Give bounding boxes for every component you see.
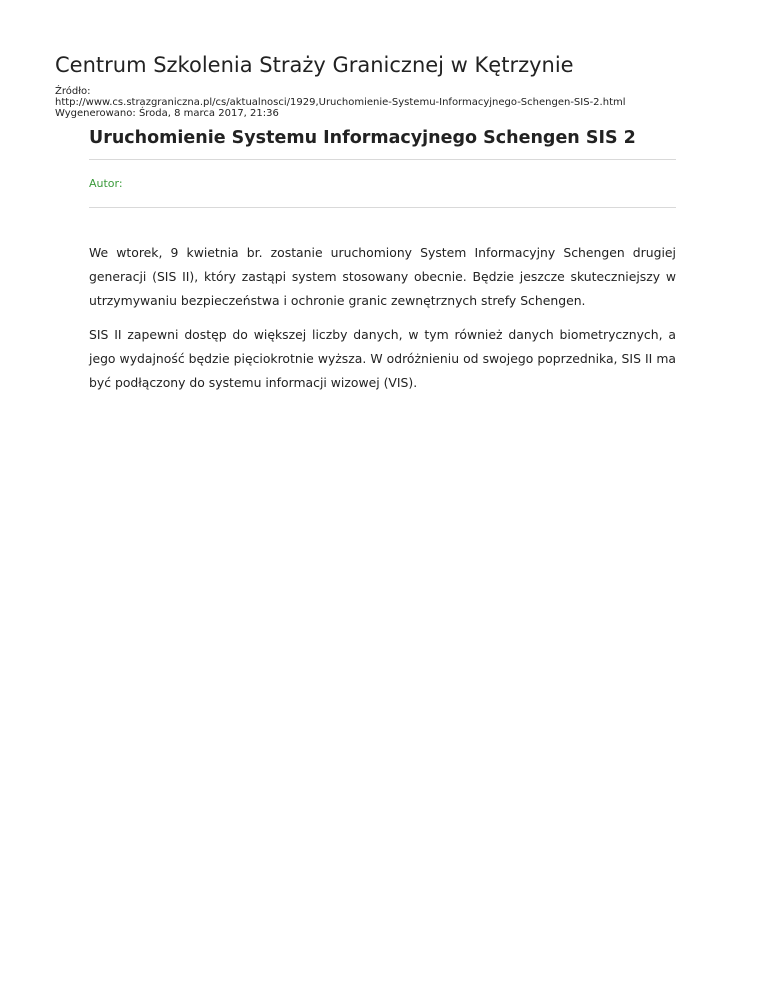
source-label: Źródło: [55,86,91,97]
article-paragraph: We wtorek, 9 kwietnia br. zostanie uruchomiony System Informacyjny Schengen drugiej generacji (SIS II), który zastąpi system stosowany obecnie. Będzie jeszcze skuteczniejszy w utrzymywaniu bezpieczeństwa i ochronie granic zewnętrznych strefy Schengen. [89,245,676,308]
article-body [89,241,676,395]
article-paragraph: SIS II zapewni dostęp do większej liczby danych, w tym również danych biometrycznych, a jego wydajność będzie pięciokrotnie wyższa. W odróżnieniu od swojego poprzednika, SIS II ma być podłączony do systemu informacji wizowej (VIS). [89,327,676,390]
site-title: Centrum Szkolenia Straży Granicznej w Kętrzynie [55,53,574,77]
source-url: http://www.cs.strazgraniczna.pl/cs/aktualnosci/1929,Uruchomienie-Systemu-Informacyjnego-Schengen-SIS-2.html [55,97,626,108]
author-divider [89,207,676,208]
article-title: Uruchomienie Systemu Informacyjnego Schengen SIS 2 [89,128,636,148]
source-meta [55,86,626,119]
title-divider [89,159,676,160]
article [89,126,676,405]
author-label: Autor: [89,177,123,190]
generated-date: Wygenerowano: Środa, 8 marca 2017, 21:36 [55,108,279,119]
